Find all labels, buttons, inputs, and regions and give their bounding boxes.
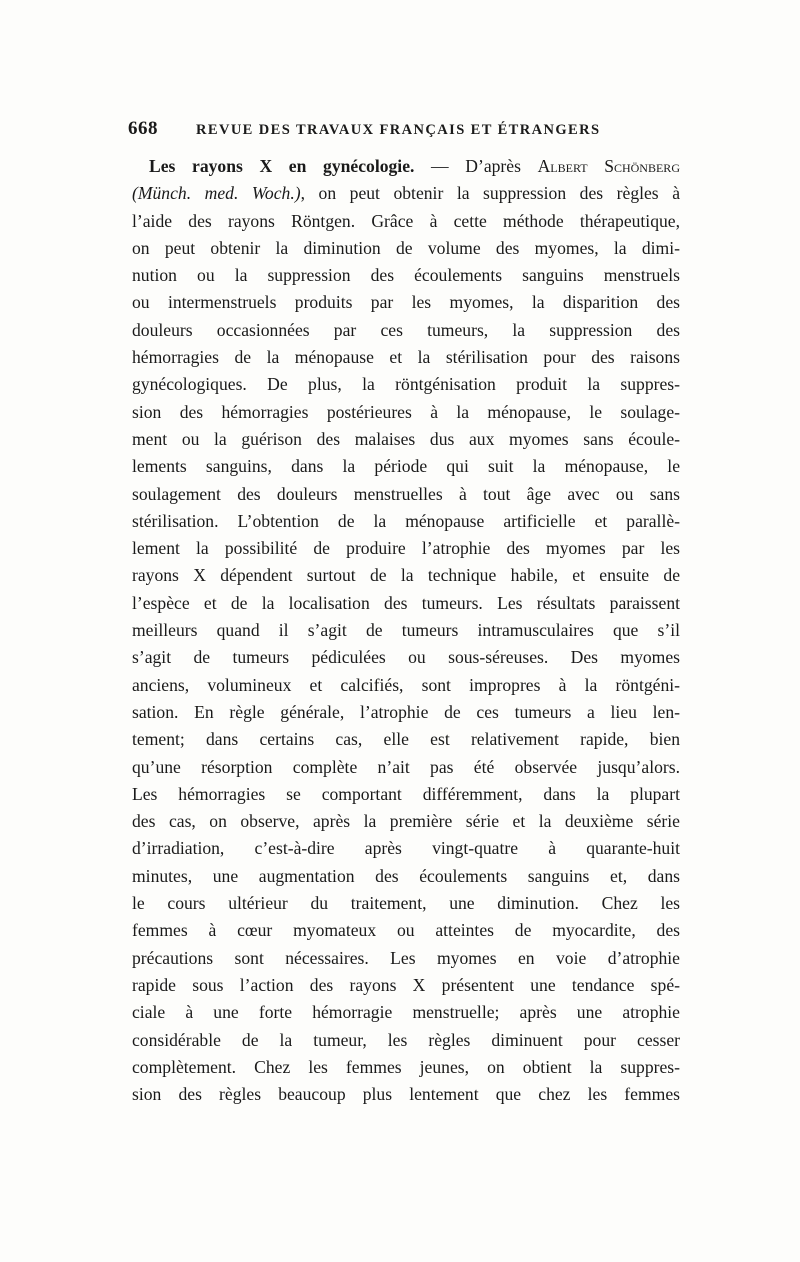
running-head bbox=[128, 118, 680, 144]
text-line: sion des hémorragies postérieures à la ménopause, le soulage- bbox=[132, 401, 680, 422]
text-line: sion des règles beaucoup plus lentement que chez les femmes bbox=[132, 1084, 680, 1105]
text-line: sation. En règle générale, l’atrophie de ces tumeurs a lieu len- bbox=[132, 701, 680, 722]
text-line: complètement. Chez les femmes jeunes, on obtient la suppres- bbox=[132, 1056, 680, 1077]
article-title: Les rayons X en gynécologie. bbox=[149, 156, 415, 176]
text-line: on peut obtenir la diminution de volume des myomes, la dimi- bbox=[132, 237, 680, 258]
text-line: minutes, une augmentation des écoulements sanguins et, dans bbox=[132, 865, 680, 886]
text-line: ou intermenstruels produits par les myomes, la disparition des bbox=[132, 292, 680, 313]
text-line: le cours ultérieur du traitement, une diminution. Chez les bbox=[132, 893, 680, 914]
text-line: rapide sous l’action des rayons X présentent une tendance spé- bbox=[132, 974, 680, 995]
article-lines bbox=[132, 208, 680, 1109]
article-first-line-rest: , on peut obtenir la suppression des règles à bbox=[300, 183, 680, 204]
text-line: tement; dans certains cas, elle est relativement rapide, bien bbox=[132, 729, 680, 750]
text-line: stérilisation. L’obtention de la ménopause artificielle et parallè- bbox=[132, 510, 680, 531]
text-line: nution ou la suppression des écoulements sanguins menstruels bbox=[132, 265, 680, 286]
article-source: (Münch. med. Woch.) bbox=[132, 183, 301, 204]
text-line: anciens, volumineux et calcifiés, sont impropres à la röntgéni- bbox=[132, 674, 680, 695]
text-line: précautions sont nécessaires. Les myomes en voie d’atrophie bbox=[132, 947, 680, 968]
text-line: l’aide des rayons Röntgen. Grâce à cette méthode thérapeutique, bbox=[132, 210, 680, 231]
text-line: femmes à cœur myomateux ou atteintes de myocardite, des bbox=[132, 920, 680, 941]
article-first-line bbox=[132, 153, 680, 180]
text-line: meilleurs quand il s’agit de tumeurs intramusculaires que s’il bbox=[132, 620, 680, 641]
text-line: qu’une résorption complète n’ait pas été observée jusqu’alors. bbox=[132, 756, 680, 777]
text-line: d’irradiation, c’est-à-dire après vingt-quatre à quarante-huit bbox=[132, 838, 680, 859]
text-line: soulagement des douleurs menstruelles à tout âge avec ou sans bbox=[132, 483, 680, 504]
text-line: gynécologiques. De plus, la röntgénisation produit la suppres- bbox=[132, 374, 680, 395]
text-line: lement la possibilité de produire l’atrophie des myomes par les bbox=[132, 538, 680, 559]
text-line: ciale à une forte hémorragie menstruelle; après une atrophie bbox=[132, 1002, 680, 1023]
article-second-line bbox=[132, 180, 680, 207]
page-number: 668 bbox=[128, 118, 158, 139]
text-line: considérable de la tumeur, les règles diminuent pour cesser bbox=[132, 1029, 680, 1050]
text-line: des cas, on observe, après la première série et la deuxième série bbox=[132, 811, 680, 832]
text-line: lements sanguins, dans la période qui suit la ménopause, le bbox=[132, 456, 680, 477]
article-author: Albert Schönberg bbox=[537, 156, 680, 176]
text-line: ment ou la guérison des malaises dus aux myomes sans écoule- bbox=[132, 428, 680, 449]
text-line: hémorragies de la ménopause et la stérilisation pour des raisons bbox=[132, 347, 680, 368]
article-body bbox=[132, 153, 680, 1108]
text-line: douleurs occasionnées par ces tumeurs, la suppression des bbox=[132, 319, 680, 340]
article-after-title: — D’après bbox=[414, 156, 538, 176]
text-line: l’espèce et de la localisation des tumeurs. Les résultats paraissent bbox=[132, 592, 680, 613]
text-line: Les hémorragies se comportant différemment, dans la plupart bbox=[132, 783, 680, 804]
text-line: rayons X dépendent surtout de la technique habile, et ensuite de bbox=[132, 565, 680, 586]
text-line: s’agit de tumeurs pédiculées ou sous-séreuses. Des myomes bbox=[132, 647, 680, 668]
running-title: REVUE DES TRAVAUX FRANÇAIS ET ÉTRANGERS bbox=[196, 122, 601, 138]
